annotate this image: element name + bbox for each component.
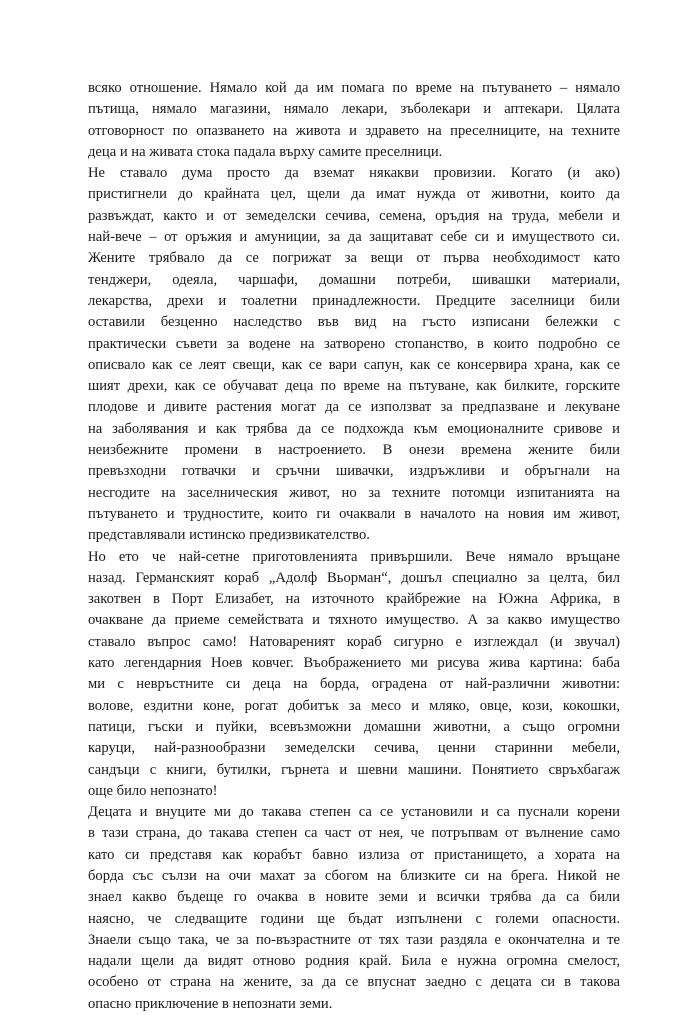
text-line: ми с невръстните си деца на борда, оградена от най-различни животни: (88, 676, 620, 693)
text-line: най-вече – от оръжия и амуниции, за да защитават себе си и имуществото си. (88, 229, 620, 246)
text-line: лекарства, дрехи и тоалетни принадлежности. Предците заселници били (88, 292, 620, 309)
text-line: като легендарния Ноев ковчег. Въображението ми рисува жива картина: баба (88, 655, 620, 672)
text-line: развъждат, както и от земеделски сечива, семена, оръдия на труда, мебели и (88, 207, 620, 224)
body-text (88, 78, 620, 1015)
text-line: патици, гъски и пуйки, всевъзможни домашни животни, а също огромни (88, 718, 620, 735)
text-line: превъзходни готвачки и сръчни шивачки, издръжливи и обръгнали на (88, 463, 620, 480)
text-line: особено от страна на жените, за да се впуснат заедно с децата си в такова (88, 974, 620, 991)
text-line: очакване да приеме семействата и тяхното имущество. А за какво имущество (88, 612, 620, 629)
text-line: пътуването и трудностите, които ги очаквали в началото на новия им живот, (88, 505, 620, 522)
text-line: Знаели също така, че за по-възрастните от тях тази раздяла е окончателна и те (88, 931, 620, 948)
text-line: закотвен в Порт Елизабет, на източното крайбрежие на Южна Африка, в (88, 591, 620, 608)
text-line: пътища, нямало магазини, нямало лекари, зъболекари и аптекари. Цялата (88, 101, 620, 118)
text-line: Не ставало дума просто да вземат някакви провизии. Когато (и ако) (88, 165, 620, 182)
text-line: описвало как се леят свещи, как се вари сапун, как се консервира храна, как се (88, 356, 620, 373)
text-line: всяко отношение. Нямало кой да им помага по време на пътуването – нямало (88, 80, 620, 96)
text-line: каруци, най-разнообразни земеделски сечива, ценни старинни мебели, (88, 740, 620, 757)
text-line: представлявали истинско предизвикателство. (88, 527, 370, 544)
paragraph-4 (88, 802, 620, 1015)
text-line: волове, ездитни коне, рогат добитък за месо и мляко, овце, кози, кокошки, (88, 697, 620, 714)
text-line: неизбежните промени в настроението. В онези времена жените били (88, 442, 620, 459)
text-line: деца и на живата стока падала върху самите преселници. (88, 143, 443, 160)
text-line: наясно, че следващите години ще бъдат изпълнени с големи опасности. (88, 910, 620, 927)
text-line: отговорност по опазването на живота и здравето на преселниците, на техните (88, 122, 620, 139)
text-line: плодове и дивите растения могат да се използват за предпазване и лекуване (88, 399, 620, 416)
text-line: Децата и внуците ми до такава степен са се установили и са пуснали корени (88, 804, 620, 821)
text-line: надали щели да видят отново родния край. Била е нужна огромна смелост, (88, 953, 620, 970)
text-line: ставало въпрос само! Натовареният кораб сигурно е изглеждал (и звучал) (88, 633, 620, 650)
text-line: като си представя как корабът бавно излиза от пристанището, а хората на (88, 846, 620, 863)
text-line: Жените трябвало да се погрижат за вещи от първа необходимост като (88, 250, 620, 267)
text-line: в тази страна, до такава степен са част от нея, че потръпвам от вълнение само (88, 825, 620, 842)
text-line: сандъци с книги, бутилки, гърнета и шевни машини. Понятието свръхбагаж (88, 761, 620, 778)
text-line: практически съвети за водене на затворено стопанство, в които подробно се (88, 335, 620, 352)
paragraph-1 (88, 78, 620, 163)
text-line: назад. Германският кораб „Адолф Вьорман“, дошъл специално за целта, бил (88, 569, 620, 586)
text-line: борда със сълзи на очи махат за сбогом на близките си на брега. Никой не (88, 867, 620, 884)
text-line: пристигнели до крайната цел, щели да имат нужда от животни, които да (88, 186, 620, 203)
text-line: шият дрехи, как се обучават деца по време на пътуване, как билките, горските (88, 378, 620, 395)
text-line: Но ето че най-сетне приготовленията привършили. Вече нямало връщане (88, 548, 620, 565)
text-line: на заболявания и как трябва да се подхожда към емоционалните сривове и (88, 420, 620, 437)
text-line: знаел какво бъдеще го очаква в новите земи и всички трябва да са били (88, 889, 620, 906)
text-line: оставили безценно наследство във вид на гъсто изписани бележки с (88, 314, 620, 331)
text-line: тенджери, одеяла, чаршафи, домашни потреби, шивашки материали, (88, 271, 620, 288)
text-line: опасно приключение в непознати земи. (88, 995, 333, 1012)
paragraph-2 (88, 163, 620, 546)
text-line: несгодите на заселническия живот, но за техните потомци изпитанията на (88, 484, 620, 501)
paragraph-3 (88, 547, 620, 803)
text-line: още било непознато! (88, 782, 218, 799)
